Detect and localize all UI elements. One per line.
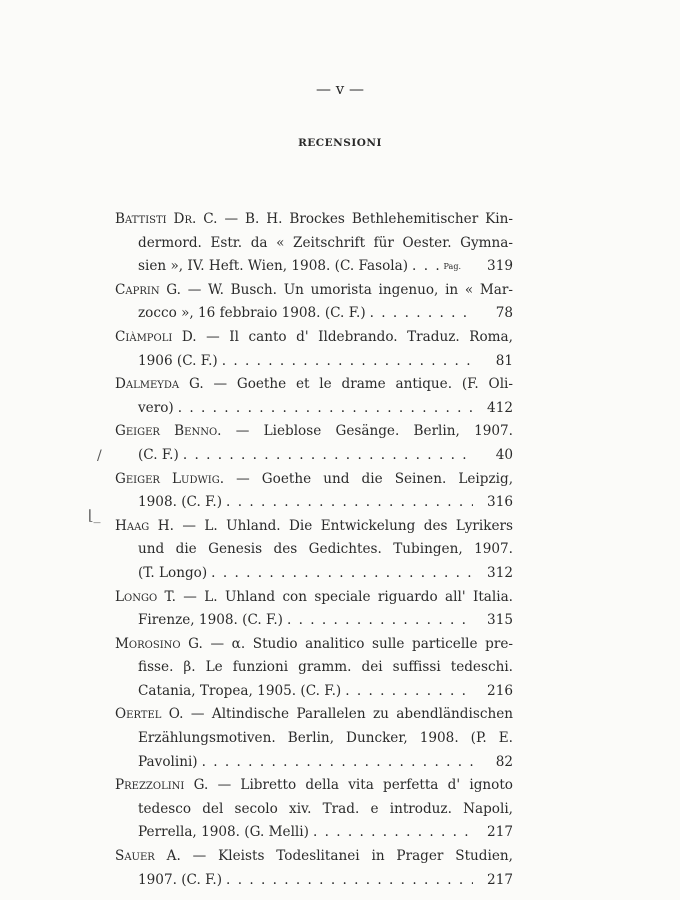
entry-first-line [115, 468, 513, 492]
dot-leader [198, 751, 473, 775]
entry-line [115, 821, 513, 845]
entry-text [115, 208, 513, 232]
entry-text-segment: fisse. β. Le funzioni gramm. dei suffissi tedeschi. [138, 659, 513, 676]
entry-line [115, 302, 513, 326]
entry-first-line [115, 279, 513, 303]
review-index [115, 208, 513, 892]
margin-pencil-mark: ⌊_ [88, 508, 101, 524]
entry-text-segment: vero) [138, 399, 174, 416]
entry-author: Sauer A. [115, 848, 181, 865]
dot-leader [218, 350, 473, 374]
entry-page-number: 316 [487, 494, 513, 511]
entry-text-segment: 1908. (C. F.) [138, 494, 223, 511]
entry-line [115, 562, 513, 586]
entry-text-segment: — L. Uhland con speciale riguardo all' Italia. [183, 588, 514, 605]
entry-text [138, 751, 198, 775]
entry-text [115, 774, 513, 798]
entry-line [115, 609, 513, 633]
entry-text-segment: dermord. Estr. da « Zeitschrift für Oester. Gymna- [138, 234, 513, 251]
entry-text [138, 798, 513, 822]
entry-author: Geiger Benno. [115, 423, 222, 440]
entry-line [115, 397, 513, 421]
dot-leader [222, 491, 473, 515]
entry-line [115, 232, 513, 256]
entry-text-segment: — B. H. Brockes Bethlehemitischer Kin- [224, 211, 513, 227]
entry-author: Longo T. [115, 588, 176, 605]
entry-line [115, 798, 513, 822]
entry-line [115, 751, 513, 775]
entry-first-line [115, 586, 513, 610]
entry-line [115, 255, 513, 279]
entry-text-segment: — Goethe und die Seinen. Leipzig, [236, 470, 514, 487]
entry-text [115, 326, 513, 350]
entry-text [138, 302, 366, 326]
entry-line [115, 680, 513, 704]
entry-text-segment: 1906 (C. F.) [138, 352, 218, 369]
entry-author: Prezzolini G. [115, 777, 209, 794]
entry-text [138, 350, 218, 374]
entry-first-line [115, 515, 513, 539]
entry-line [115, 350, 513, 374]
entry-text [138, 680, 341, 704]
entry-text-segment: — α. Studio analitico sulle particelle pre- [210, 635, 513, 652]
entry-text-segment: Pavolini) [138, 753, 198, 770]
entry-text [138, 444, 179, 468]
entry-text-segment: Erzählungsmotiven. Berlin, Duncker, 1908. (P. E. [138, 730, 513, 747]
entry-text [138, 491, 222, 515]
entry-text-segment: (C. F.) [138, 446, 179, 463]
entry-text [115, 515, 513, 539]
entry-author: Geiger Ludwig. [115, 470, 225, 487]
entry-text [115, 373, 513, 397]
entry-text-segment: Perrella, 1908. (G. Melli) [138, 824, 309, 841]
entry-text-segment: zocco », 16 febbraio 1908. (C. F.) [138, 305, 366, 322]
entry-text-segment: Catania, Tropea, 1905. (C. F.) [138, 682, 342, 699]
entry-text [138, 232, 513, 256]
entry-text-segment: Firenze, 1908. (C. F.) [138, 612, 283, 629]
dot-leader [174, 397, 473, 421]
entry-page-number: 81 [495, 352, 513, 369]
entry-text-segment: (T. Longo) [138, 564, 208, 581]
entry-author: Ciàmpoli D. [115, 328, 197, 345]
entry-page-number: 319 [487, 258, 513, 275]
entry-page-number: 217 [487, 871, 513, 888]
entry-line [115, 869, 513, 893]
entry-text [138, 397, 174, 421]
entry-text [138, 727, 513, 751]
entry-page-number: 315 [487, 612, 513, 629]
entry-author: Dalmeyda G. [115, 376, 204, 393]
margin-pencil-mark: / [97, 448, 102, 464]
entry-page-number: 78 [495, 305, 513, 322]
entry-text [138, 821, 309, 845]
entry-text [115, 703, 513, 727]
entry-page-number: 82 [495, 753, 513, 770]
entry-text [115, 845, 513, 869]
entry-text [138, 255, 408, 279]
dot-leader [366, 302, 473, 326]
entry-text-segment: — Lieblose Gesänge. Berlin, 1907. [235, 423, 513, 440]
entry-text-segment: tedesco del secolo xiv. Trad. e introduz. Napoli, [138, 800, 513, 817]
entry-text-segment: und die Genesis des Gedichtes. Tubingen, 1907. [138, 541, 513, 558]
entry-line [115, 538, 513, 562]
entry-author: Battisti Dr. C. [115, 211, 218, 227]
dot-leader [309, 821, 473, 845]
entry-first-line [115, 208, 513, 232]
dot-leader [341, 680, 473, 704]
entry-page-number: 217 [487, 824, 513, 841]
entry-text-segment: sien », IV. Heft. Wien, 1908. (C. Fasola) [138, 258, 409, 275]
entry-text-segment: — Goethe et le drame antique. (F. Oli- [213, 376, 513, 393]
entry-text [138, 869, 222, 893]
entry-text-segment: — L. Uhland. Die Entwickelung des Lyrikers [182, 517, 513, 534]
entry-line [115, 727, 513, 751]
entry-text [115, 420, 513, 444]
dot-leader [408, 255, 443, 279]
entry-text-segment: — Il canto d' Ildebrando. Traduz. Roma, [206, 328, 513, 345]
entry-first-line [115, 845, 513, 869]
entry-first-line [115, 420, 513, 444]
dot-leader [207, 562, 473, 586]
entry-text [138, 538, 513, 562]
entry-first-line [115, 326, 513, 350]
section-heading: RECENSIONI [298, 137, 382, 149]
entry-text [138, 609, 283, 633]
entry-first-line [115, 774, 513, 798]
entry-text [138, 562, 207, 586]
entry-text-segment: 1907. (C. F.) [138, 871, 223, 888]
entry-page-number: 312 [487, 564, 513, 581]
entry-first-line [115, 633, 513, 657]
entry-text [115, 633, 513, 657]
page-number: — v — [315, 80, 364, 98]
entry-line [115, 444, 513, 468]
entry-text [138, 656, 513, 680]
entry-text-segment: — Altindische Parallelen zu abendländischen [190, 706, 513, 723]
dot-leader [222, 869, 473, 893]
entry-author: Caprin G. [115, 281, 181, 298]
dot-leader [179, 444, 473, 468]
entry-text [115, 468, 513, 492]
entry-first-line [115, 703, 513, 727]
entry-author: Morosino G. [115, 635, 203, 652]
entry-text-segment: — Kleists Todeslitanei in Prager Studien, [192, 848, 513, 865]
entry-author: Oertel O. [115, 706, 184, 723]
entry-author: Haag H. [115, 517, 174, 534]
entry-text-segment: — Libretto della vita perfetta d' ignoto [217, 777, 513, 794]
entry-line [115, 491, 513, 515]
entry-text [115, 586, 513, 610]
pag-label: Pag. [443, 262, 461, 272]
entry-page-number: 216 [487, 682, 513, 699]
entry-first-line [115, 373, 513, 397]
entry-text [115, 279, 513, 303]
entry-line [115, 656, 513, 680]
dot-leader [283, 609, 473, 633]
entry-text-segment: — W. Busch. Un umorista ingenuo, in « Mar- [187, 281, 513, 298]
entry-page-number: 412 [487, 399, 513, 416]
entry-page-number: 40 [495, 446, 513, 463]
